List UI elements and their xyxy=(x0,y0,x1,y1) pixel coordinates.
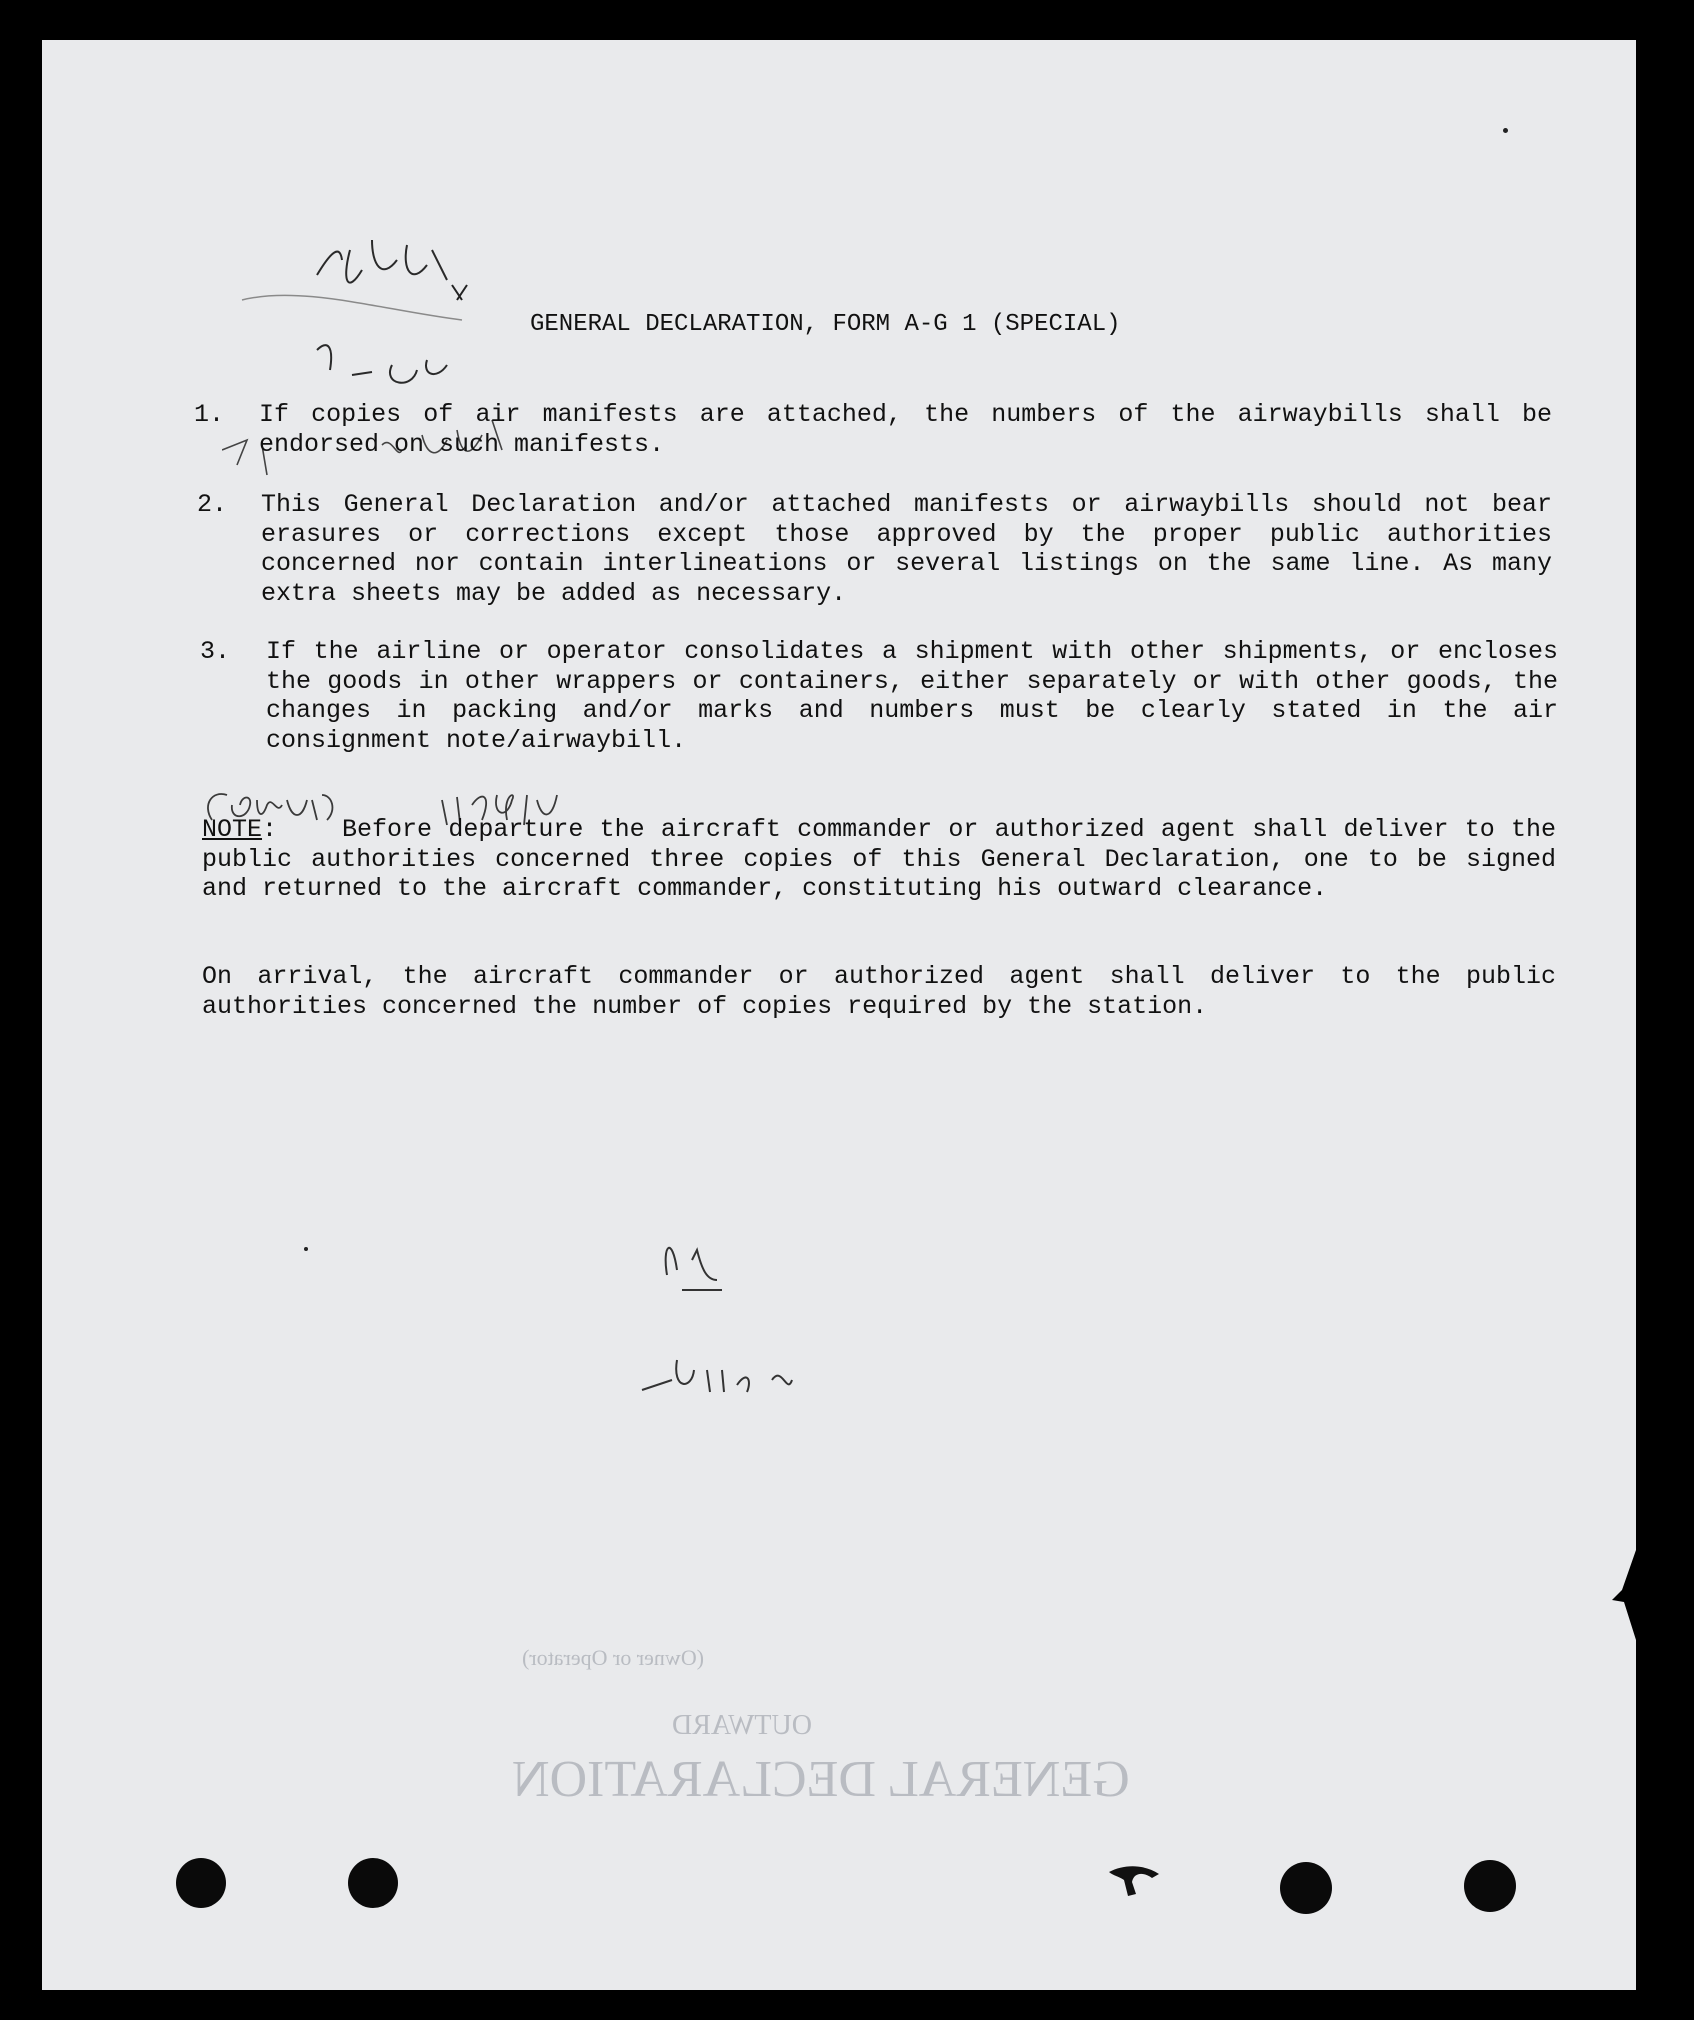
speck xyxy=(1503,128,1508,133)
speck xyxy=(304,1247,308,1251)
binder-hole xyxy=(1280,1862,1332,1914)
show-through-text: OUTWARD xyxy=(672,1710,812,1741)
arrival-paragraph: On arrival, the aircraft commander or authorized agent shall deliver to the public authorities concerned the number of copies required by the station. xyxy=(202,962,1556,1021)
binder-hole xyxy=(1464,1860,1516,1912)
item-1-text: If copies of air manifests are attached, the numbers of the airwaybills shall be endorsed on such manifests. xyxy=(259,400,1552,459)
item-3-number: 3. xyxy=(200,637,231,666)
binder-hole xyxy=(176,1858,226,1908)
item-3-text: If the airline or operator consolidates a shipment with other shipments, or encloses the goods in other wrappers or containers, either separately or with other goods, the changes in packing and/or marks and numbers must be clearly stated in the air consignment note/airwaybill. xyxy=(266,637,1558,755)
note-text: Before departure the aircraft commander or authorized agent shall deliver to the public authorities concerned three copies of this General Declaration, one to be signed and returned to the aircraft commander, constituting his outward clearance. xyxy=(202,815,1557,903)
note-paragraph: NOTE: Before departure the aircraft commander or authorized agent shall deliver to the public authorities concerned three copies of this General Declaration, one to be signed and returned to the aircraft commander, constituting his outward clearance. xyxy=(202,815,1557,903)
binder-hole xyxy=(348,1858,398,1908)
item-2-number: 2. xyxy=(197,490,228,519)
edge-tear xyxy=(1612,1550,1636,1640)
document-page xyxy=(42,40,1636,1990)
show-through-text: GENERAL DECLARATION xyxy=(512,1751,1130,1808)
handwritten-annotation xyxy=(622,1220,862,1410)
item-1-number: 1. xyxy=(194,400,225,429)
note-label: NOTE xyxy=(202,815,263,844)
show-through-text: (Owner or Operator) xyxy=(522,1645,705,1670)
item-2-text: This General Declaration and/or attached manifests or airwaybills should not bear erasures or corrections except those approved by the proper public authorities concerned nor contain interlineations or several listings on the same line. As many extra sheets may be added as necessary. xyxy=(261,490,1552,608)
torn-mark xyxy=(1104,1860,1164,1900)
handwritten-annotation xyxy=(222,200,522,530)
document-title: GENERAL DECLARATION, FORM A-G 1 (SPECIAL) xyxy=(530,311,1121,338)
